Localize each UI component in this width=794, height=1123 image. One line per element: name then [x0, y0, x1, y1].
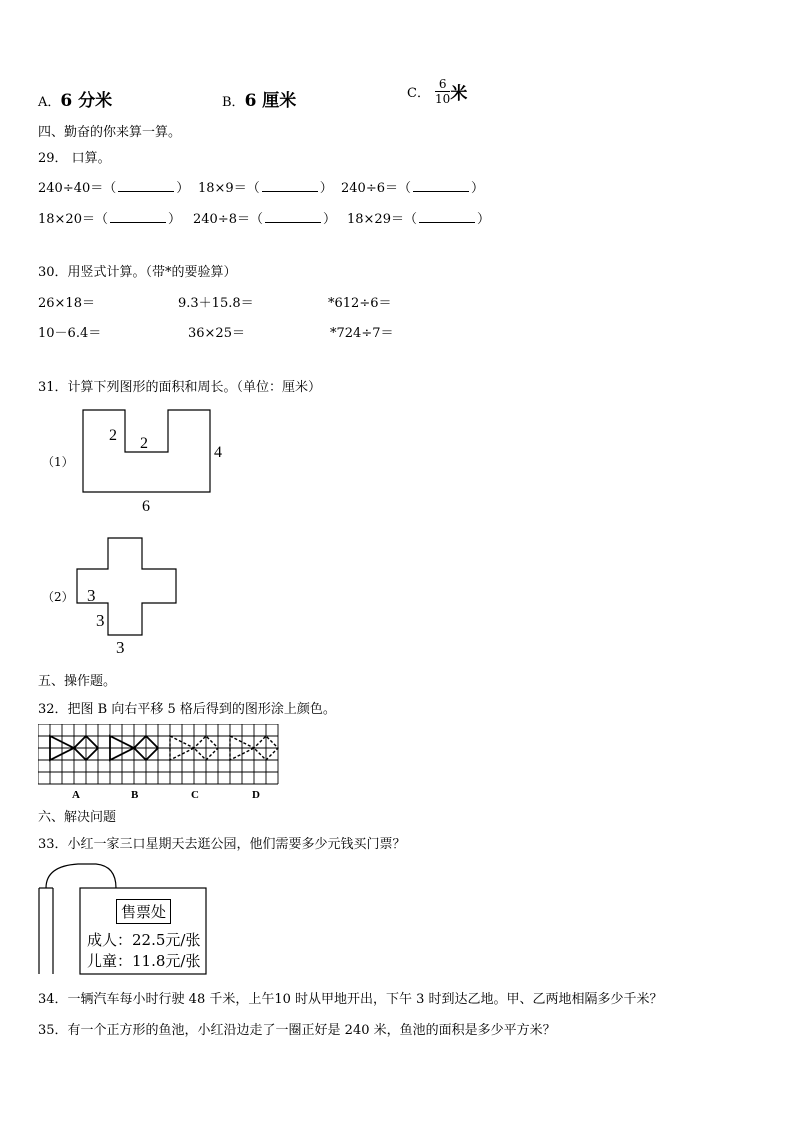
- q30-item-6: *724÷7＝: [330, 326, 394, 341]
- figure1-label: （1）: [42, 455, 74, 469]
- answer-blank[interactable]: [265, 210, 321, 223]
- dim-label: 3: [87, 586, 96, 605]
- dim-label: 2: [140, 435, 148, 452]
- q29-title: 29． 口算。: [38, 151, 111, 166]
- q29-item-3: 240÷6＝（ ）: [341, 181, 484, 196]
- adult-price: 成人：22.5元/张: [87, 931, 201, 949]
- q30-item-5: 36×25＝: [188, 326, 245, 341]
- option-b: B．6 厘米: [222, 91, 297, 111]
- dim-label: 4: [214, 444, 222, 461]
- answer-blank[interactable]: [262, 179, 318, 192]
- q33-title: 33．小红一家三口星期天去逛公园，他们需要多少元钱买门票？: [38, 837, 406, 852]
- dim-label: 3: [96, 611, 105, 630]
- q30-item-1: 26×18＝: [38, 296, 95, 311]
- q31-title: 31．计算下列图形的面积和周长。（单位：厘米）: [38, 380, 322, 395]
- answer-blank[interactable]: [413, 179, 469, 192]
- figure-label: C: [191, 789, 199, 801]
- q32-title: 32．把图 B 向右平移 5 格后得到的图形涂上颜色。: [38, 702, 336, 717]
- q30-item-2: 9.3＋15.8＝: [178, 296, 254, 311]
- option-a-value: 6 分米: [60, 91, 113, 111]
- q29-item-6: 18×29＝（ ）: [347, 212, 490, 227]
- answer-blank[interactable]: [419, 210, 475, 223]
- dim-label: 2: [109, 427, 117, 444]
- figure-label: D: [252, 789, 260, 801]
- q35-text: 35．有一个正方形的鱼池，小红沿边走了一圈正好是 240 米，鱼池的面积是多少平方米？: [38, 1023, 556, 1038]
- option-a: A．6 分米: [38, 91, 113, 111]
- q29-item-2: 18×9＝（ ）: [198, 181, 333, 196]
- answer-blank[interactable]: [110, 210, 166, 223]
- grid-figure: [38, 724, 288, 804]
- section5-title: 五、操作题。: [38, 674, 117, 689]
- figure-label: B: [131, 789, 139, 801]
- q29-item-4: 18×20＝（ ）: [38, 212, 181, 227]
- option-c-fraction: $\frac{6}{10}$: [435, 77, 451, 106]
- dim-label: 3: [116, 638, 125, 657]
- section4-title: 四、勤奋的你来算一算。: [38, 125, 182, 140]
- child-price: 儿童：11.8元/张: [87, 952, 201, 970]
- answer-blank[interactable]: [118, 179, 174, 192]
- option-b-value: 6 厘米: [244, 91, 297, 111]
- figure1-u-shape: [70, 400, 240, 515]
- figure2-cross-shape: [70, 533, 190, 658]
- sign-title: 售票处: [116, 899, 171, 924]
- figure-label: A: [72, 789, 80, 801]
- section6-title: 六、解决问题: [38, 810, 117, 825]
- dim-label: 6: [142, 498, 150, 515]
- q30-item-4: 10－6.4＝: [38, 326, 102, 341]
- figure2-label: （2）: [42, 590, 74, 604]
- q29-item-5: 240÷8＝（ ）: [193, 212, 336, 227]
- q30-item-3: *612÷6＝: [328, 296, 392, 311]
- q29-item-1: 240÷40＝（ ）: [38, 181, 190, 196]
- q34-text: 34．一辆汽车每小时行驶 48 千米，上午10 时从甲地开出，下午 3 时到达乙地。甲、乙两地相隔多少千米？: [38, 992, 663, 1007]
- option-c: C． $\frac{6}{10}$ 米: [407, 77, 468, 106]
- booth-arch: [46, 864, 116, 888]
- q30-title: 30．用竖式计算。（带*的要验算）: [38, 265, 237, 280]
